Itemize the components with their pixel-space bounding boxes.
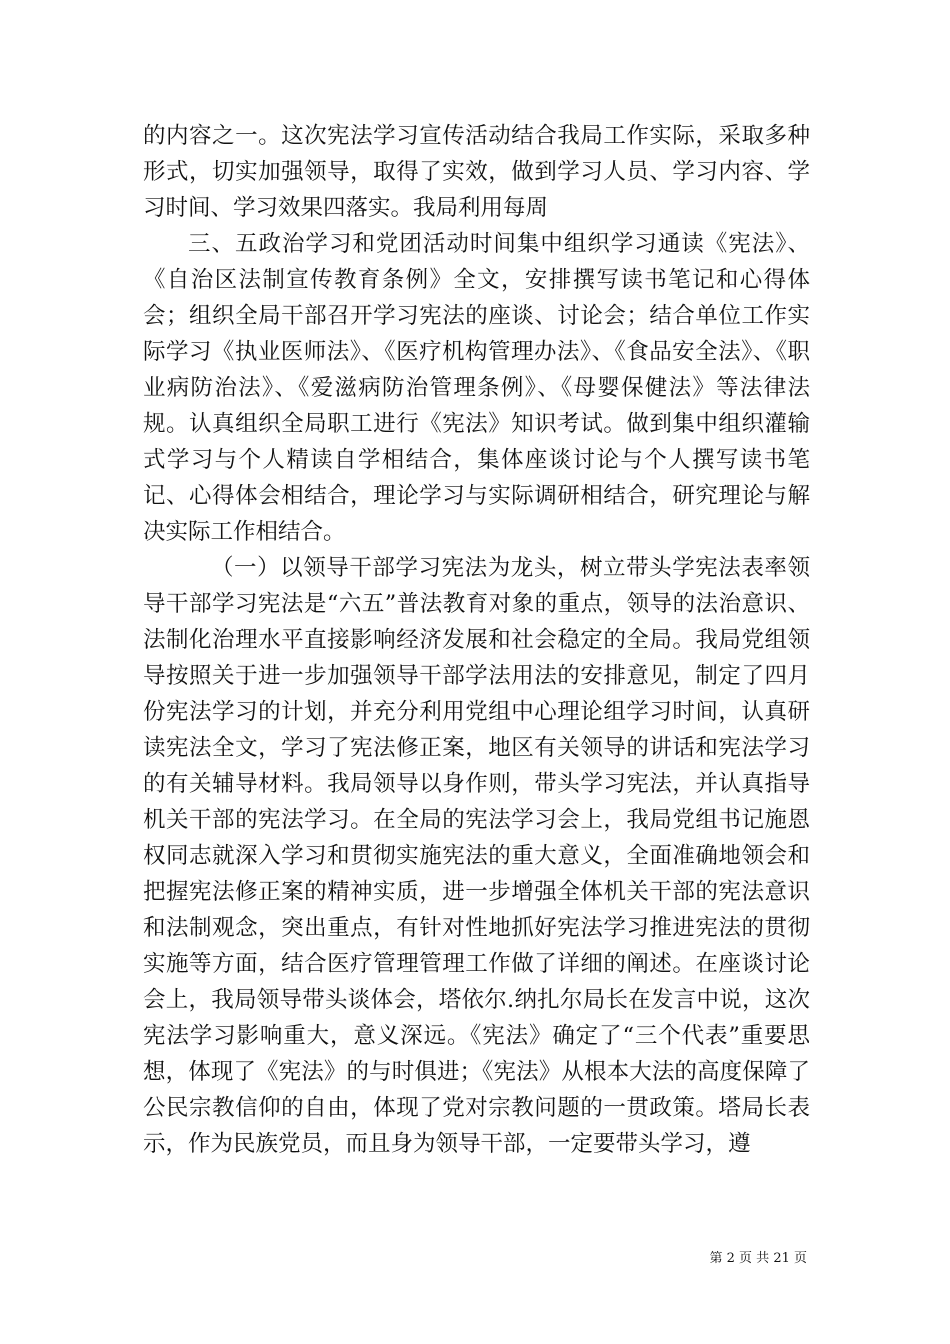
paragraph-continuation: 的内容之一。这次宪法学习宣传活动结合我局工作实际，采取多种形式，切实加强领导，取得了实效，做到学习人员、学习内容、学习时间、学习效果四落实。我局利用每周 bbox=[143, 123, 810, 221]
paragraph-leadership-study: （一）以领导干部学习宪法为龙头，树立带头学宪法表率领导干部学习宪法是“六五”普法教育对象的重点，领导的法治意识、法制化治理水平直接影响经济发展和社会稳定的全局。我局党组领导按照关于进一步加强领导干部学法用法的安排意见，制定了四月份宪法学习的计划，并充分利用党组中心理论组学习时间，认真研读宪法全文，学习了宪法修正案，地区有关领导的讲话和宪法学习的有关辅导材料。我局领导以身作则，带头学习宪法，并认真指导机关干部的宪法学习。在全局的宪法学习会上，我局党组书记施恩权同志就深入学习和贯彻实施宪法的重大意义，全面准确地领会和把握宪法修正案的精神实质，进一步增强全体机关干部的宪法意识和法制观念，突出重点，有针对性地抓好宪法学习推进宪法的贯彻实施等方面，结合医疗管理管理工作做了详细的阐述。在座谈讨论会上，我局领导带头谈体会，塔依尔.纳扎尔局长在发言中说，这次宪法学习影响重大，意义深远。《宪法》确定了“三个代表”重要思想，体现了《宪法》的与时俱进；《宪法》从根本大法的高度保障了公民宗教信仰的自由，体现了党对宗教问题的一贯政策。塔局长表示，作为民族党员，而且身为领导干部，一定要带头学习，遵 bbox=[143, 555, 810, 1157]
document-body bbox=[143, 118, 810, 1162]
page-number-footer: 第 2 页 共 21 页 bbox=[709, 1251, 807, 1266]
paragraph-study-arrangement: 三、五政治学习和党团活动时间集中组织学习通读《宪法》、《自治区法制宣传教育条例》全文，安排撰写读书笔记和心得体会；组织全局干部召开学习宪法的座谈、讨论会；结合单位工作实际学习《执业医师法》、《医疗机构管理办法》、《食品安全法》、《职业病防治法》、《爱滋病防治管理条例》、《母婴保健法》等法律法规。认真组织全局职工进行《宪法》知识考试。做到集中组织灌输式学习与个人精读自学相结合，集体座谈讨论与个人撰写读书笔记、心得体会相结合，理论学习与实际调研相结合，研究理论与解决实际工作相结合。 bbox=[143, 231, 810, 545]
